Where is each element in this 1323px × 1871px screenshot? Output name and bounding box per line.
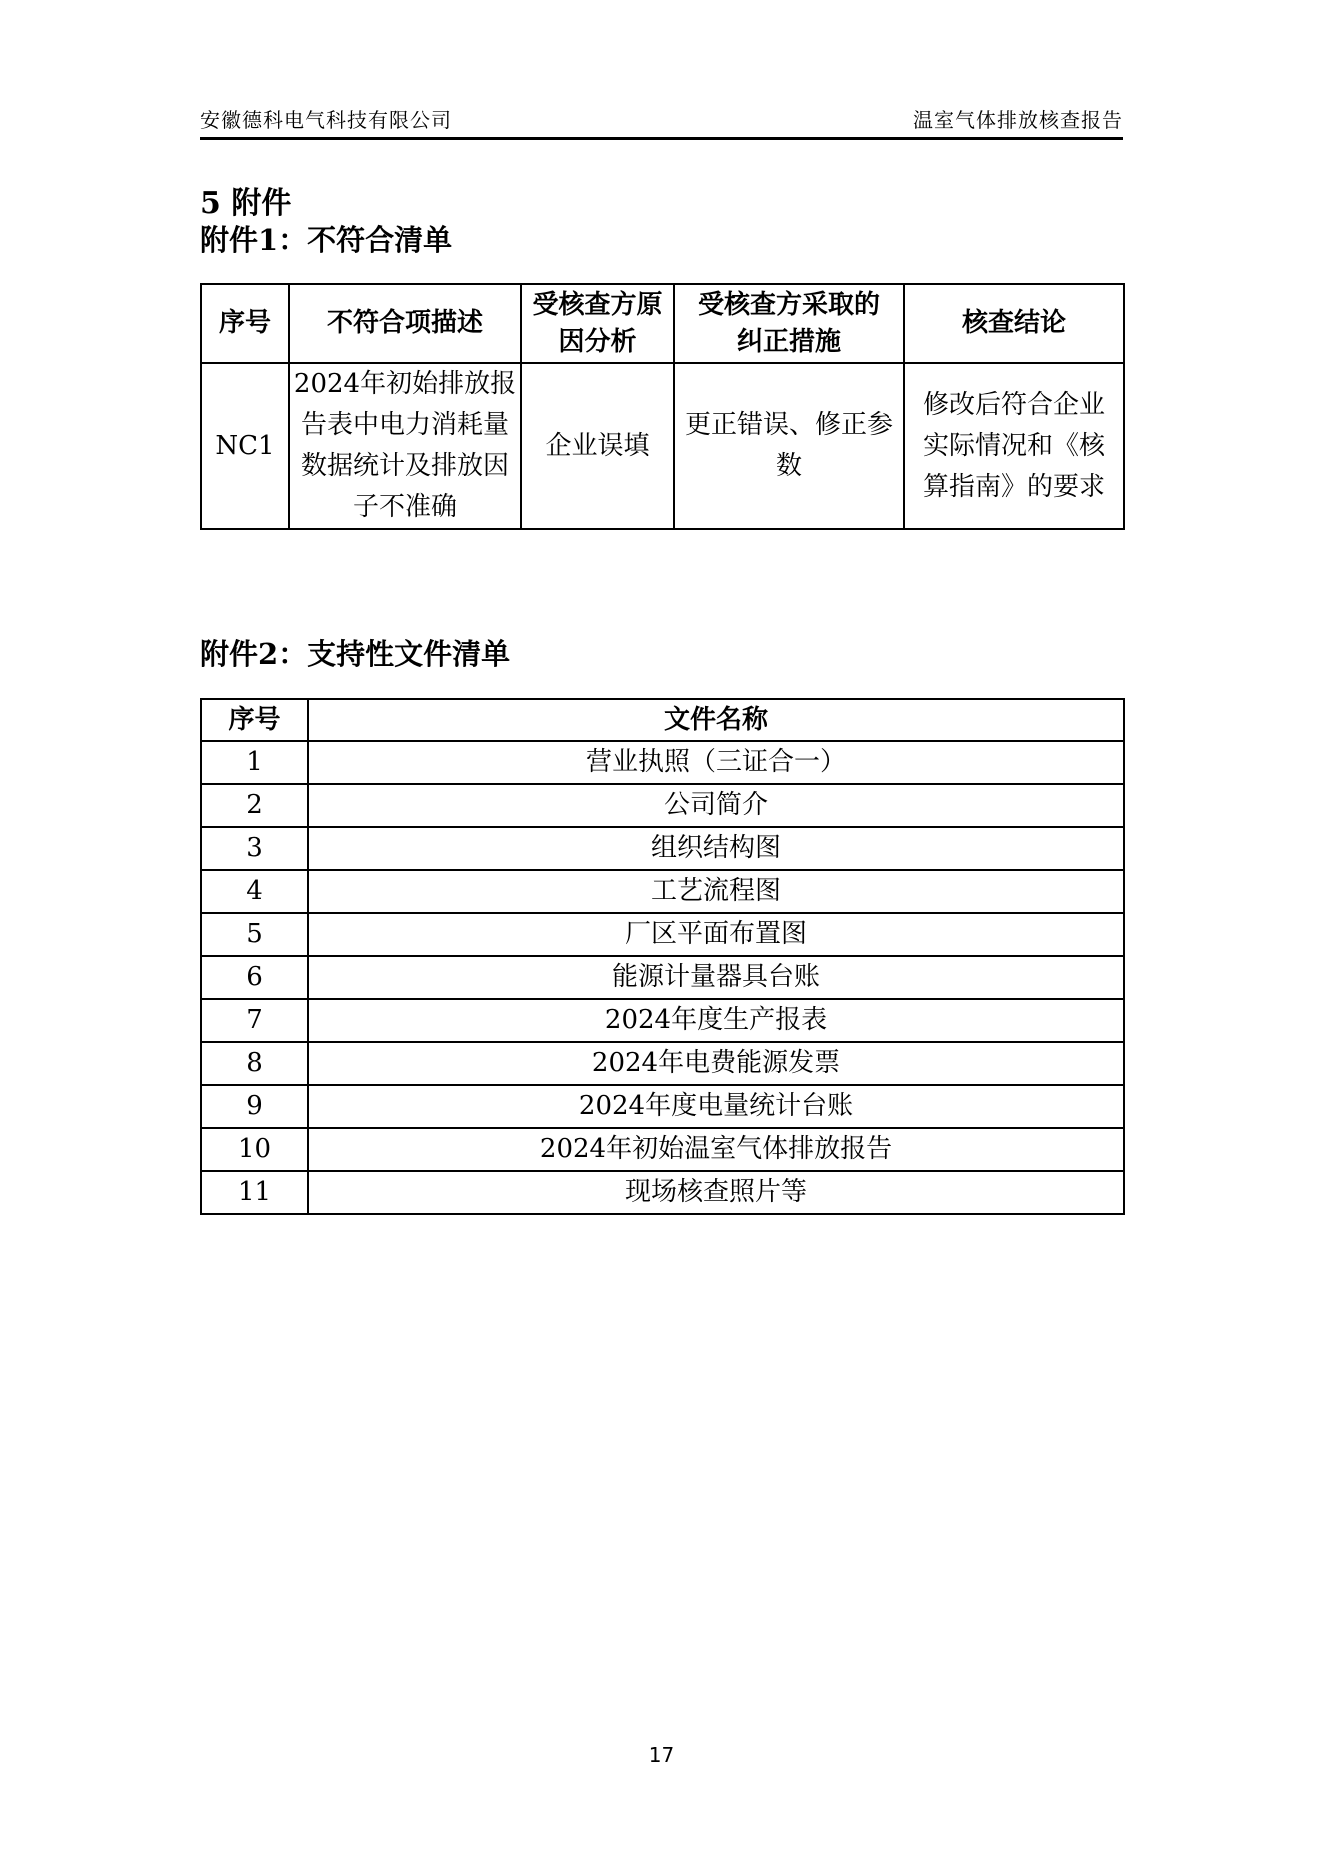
cell-seq: 3 [201,827,308,870]
cell-document-name: 公司简介 [308,784,1124,827]
header-report-title: 温室气体排放核查报告 [913,108,1123,132]
cell-document-name: 厂区平面布置图 [308,913,1124,956]
cell-cause-analysis: 企业误填 [521,363,674,529]
column-header-cause-analysis: 受核查方原因分析 [521,284,674,363]
cell-seq: 2 [201,784,308,827]
table-row [201,741,1124,784]
column-header-conclusion: 核查结论 [904,284,1124,363]
cell-seq: 1 [201,741,308,784]
table-row [201,784,1124,827]
cell-seq: 7 [201,999,308,1042]
cell-conclusion: 修改后符合企业实际情况和《核算指南》的要求 [904,363,1124,529]
table-row [201,913,1124,956]
table-row [201,1128,1124,1171]
cell-document-name: 能源计量器具台账 [308,956,1124,999]
table-row [201,1085,1124,1128]
supporting-documents-header-row [201,699,1124,741]
cell-document-name: 现场核查照片等 [308,1171,1124,1214]
supporting-documents-table [200,698,1125,1215]
cell-seq: 11 [201,1171,308,1214]
cell-seq: 6 [201,956,308,999]
nonconformity-table [200,283,1125,530]
table-row [201,956,1124,999]
table-row [201,827,1124,870]
column-header-document-name: 文件名称 [308,699,1124,741]
cell-seq: 8 [201,1042,308,1085]
cell-seq: 10 [201,1128,308,1171]
attachment2-title: 附件2：支持性文件清单 [200,637,511,671]
cell-description: 2024年初始排放报告表中电力消耗量数据统计及排放因子不准确 [289,363,521,529]
cell-document-name: 2024年初始温室气体排放报告 [308,1128,1124,1171]
cell-seq: 5 [201,913,308,956]
header-company-name: 安徽德科电气科技有限公司 [200,108,452,132]
cell-document-name: 组织结构图 [308,827,1124,870]
header-rule [200,137,1123,140]
cell-document-name: 2024年电费能源发票 [308,1042,1124,1085]
cell-document-name: 2024年度生产报表 [308,999,1124,1042]
attachment1-title: 附件1：不符合清单 [200,223,453,257]
table-row [201,1042,1124,1085]
cell-document-name: 2024年度电量统计台账 [308,1085,1124,1128]
column-header-seq: 序号 [201,284,289,363]
cell-seq: 9 [201,1085,308,1128]
nonconformity-table-header-row [201,284,1124,363]
column-header-description: 不符合项描述 [289,284,521,363]
column-header-corrective-action: 受核查方采取的纠正措施 [674,284,904,363]
page-number: 17 [648,1743,675,1767]
cell-seq: 4 [201,870,308,913]
page-header [200,104,1123,133]
cell-document-name: 营业执照（三证合一） [308,741,1124,784]
cell-corrective-action: 更正错误、修正参数 [674,363,904,529]
section-title: 5 附件 [200,186,292,221]
table-row [201,1171,1124,1214]
table-row [201,363,1124,529]
cell-document-name: 工艺流程图 [308,870,1124,913]
column-header-seq: 序号 [201,699,308,741]
table-row [201,999,1124,1042]
table-row [201,870,1124,913]
cell-seq: NC1 [201,363,289,529]
